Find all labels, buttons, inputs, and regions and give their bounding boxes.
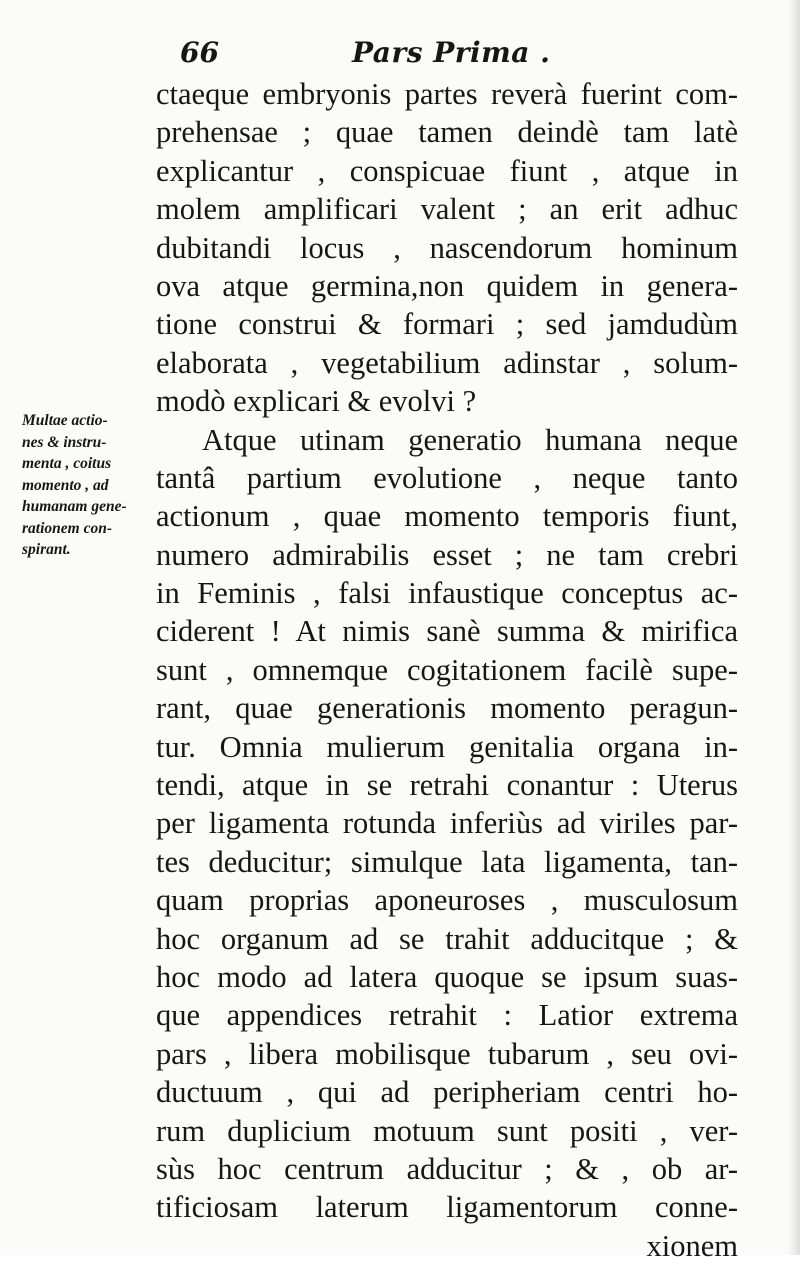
body-line: tendi, atque in se retrahi conantur : Uterus <box>156 768 738 803</box>
body-line: quam proprias aponeuroses , musculosum <box>156 883 738 918</box>
body-line: hoc organum ad se trahit adducitque ; & <box>156 921 738 956</box>
body-line: tificiosam laterum ligamentorum conne- <box>156 1190 738 1225</box>
body-line: tantâ partium evolutione , neque tanto <box>156 460 738 495</box>
body-line: ductuum , qui ad peripheriam centri ho- <box>156 1075 738 1110</box>
body-line: que appendices retrahit : Latior extrema <box>156 998 738 1033</box>
body-line: ciderent ! At nimis sanè summa & mirifica <box>156 614 738 649</box>
marginal-note-line: menta , coitus <box>22 455 112 472</box>
body-line: in Feminis , falsi infaustique conceptus ac- <box>156 576 738 611</box>
body-line: numero admirabilis esset ; ne tam crebri <box>156 537 738 572</box>
marginal-note <box>22 410 154 561</box>
body-line: rum duplicium motuum sunt positi , ver- <box>156 1113 738 1148</box>
marginal-note-line: Multae actio- <box>22 412 108 429</box>
body-line: tur. Omnia mulierum genitalia organa in- <box>156 729 738 764</box>
page-header <box>168 36 608 76</box>
page-number: 66 <box>180 36 219 69</box>
body-line: elaborata , vegetabilium adinstar , solum- <box>156 345 738 380</box>
running-head: Pars Prima . <box>352 36 551 69</box>
marginal-note-line: humanam gene- <box>22 498 127 515</box>
body-line: pars , libera mobilisque tubarum , seu ovi- <box>156 1036 738 1071</box>
marginal-note-line: momento , ad <box>22 476 109 494</box>
body-line: tione construi & formari ; sed jamdudùm <box>156 307 738 342</box>
body-line: dubitandi locus , nascendorum hominum <box>156 230 738 265</box>
body-line: molem amplificari valent ; an erit adhuc <box>156 192 738 227</box>
body-line: rant, quae generationis momento peragun- <box>156 691 738 726</box>
body-line: actionum , quae momento temporis fiunt, <box>156 499 738 534</box>
marginal-note-line: rationem con- <box>22 519 112 537</box>
body-line: sunt , omnemque cogitationem facilè supe- <box>156 652 738 687</box>
body-line: per ligamenta rotunda inferiùs ad viriles par- <box>156 806 738 841</box>
body-line: tes deducitur; simulque lata ligamenta, tan- <box>156 844 738 879</box>
body-line: ova atque germina,non quidem in genera- <box>156 268 738 303</box>
marginal-note-line: spirant. <box>22 541 71 558</box>
body-line: prehensae ; quae tamen deindè tam latè <box>156 115 738 150</box>
paragraph-start-line: Atque utinam generatio humana neque <box>202 422 738 457</box>
body-line: explicantur , conspicuae fiunt , atque in <box>156 153 738 188</box>
body-line: hoc modo ad latera quoque se ipsum suas- <box>156 959 738 994</box>
catchword: xionem <box>646 1228 738 1263</box>
page-edge-shadow <box>788 0 800 1255</box>
body-text <box>156 75 738 1265</box>
marginal-note-line: nes & instru- <box>22 433 107 451</box>
body-line: ctaeque embryonis partes reverà fuerint com- <box>156 77 738 111</box>
body-line: modò explicari & evolvi ? <box>156 384 477 419</box>
body-line: sùs hoc centrum adducitur ; & , ob ar- <box>156 1151 738 1186</box>
